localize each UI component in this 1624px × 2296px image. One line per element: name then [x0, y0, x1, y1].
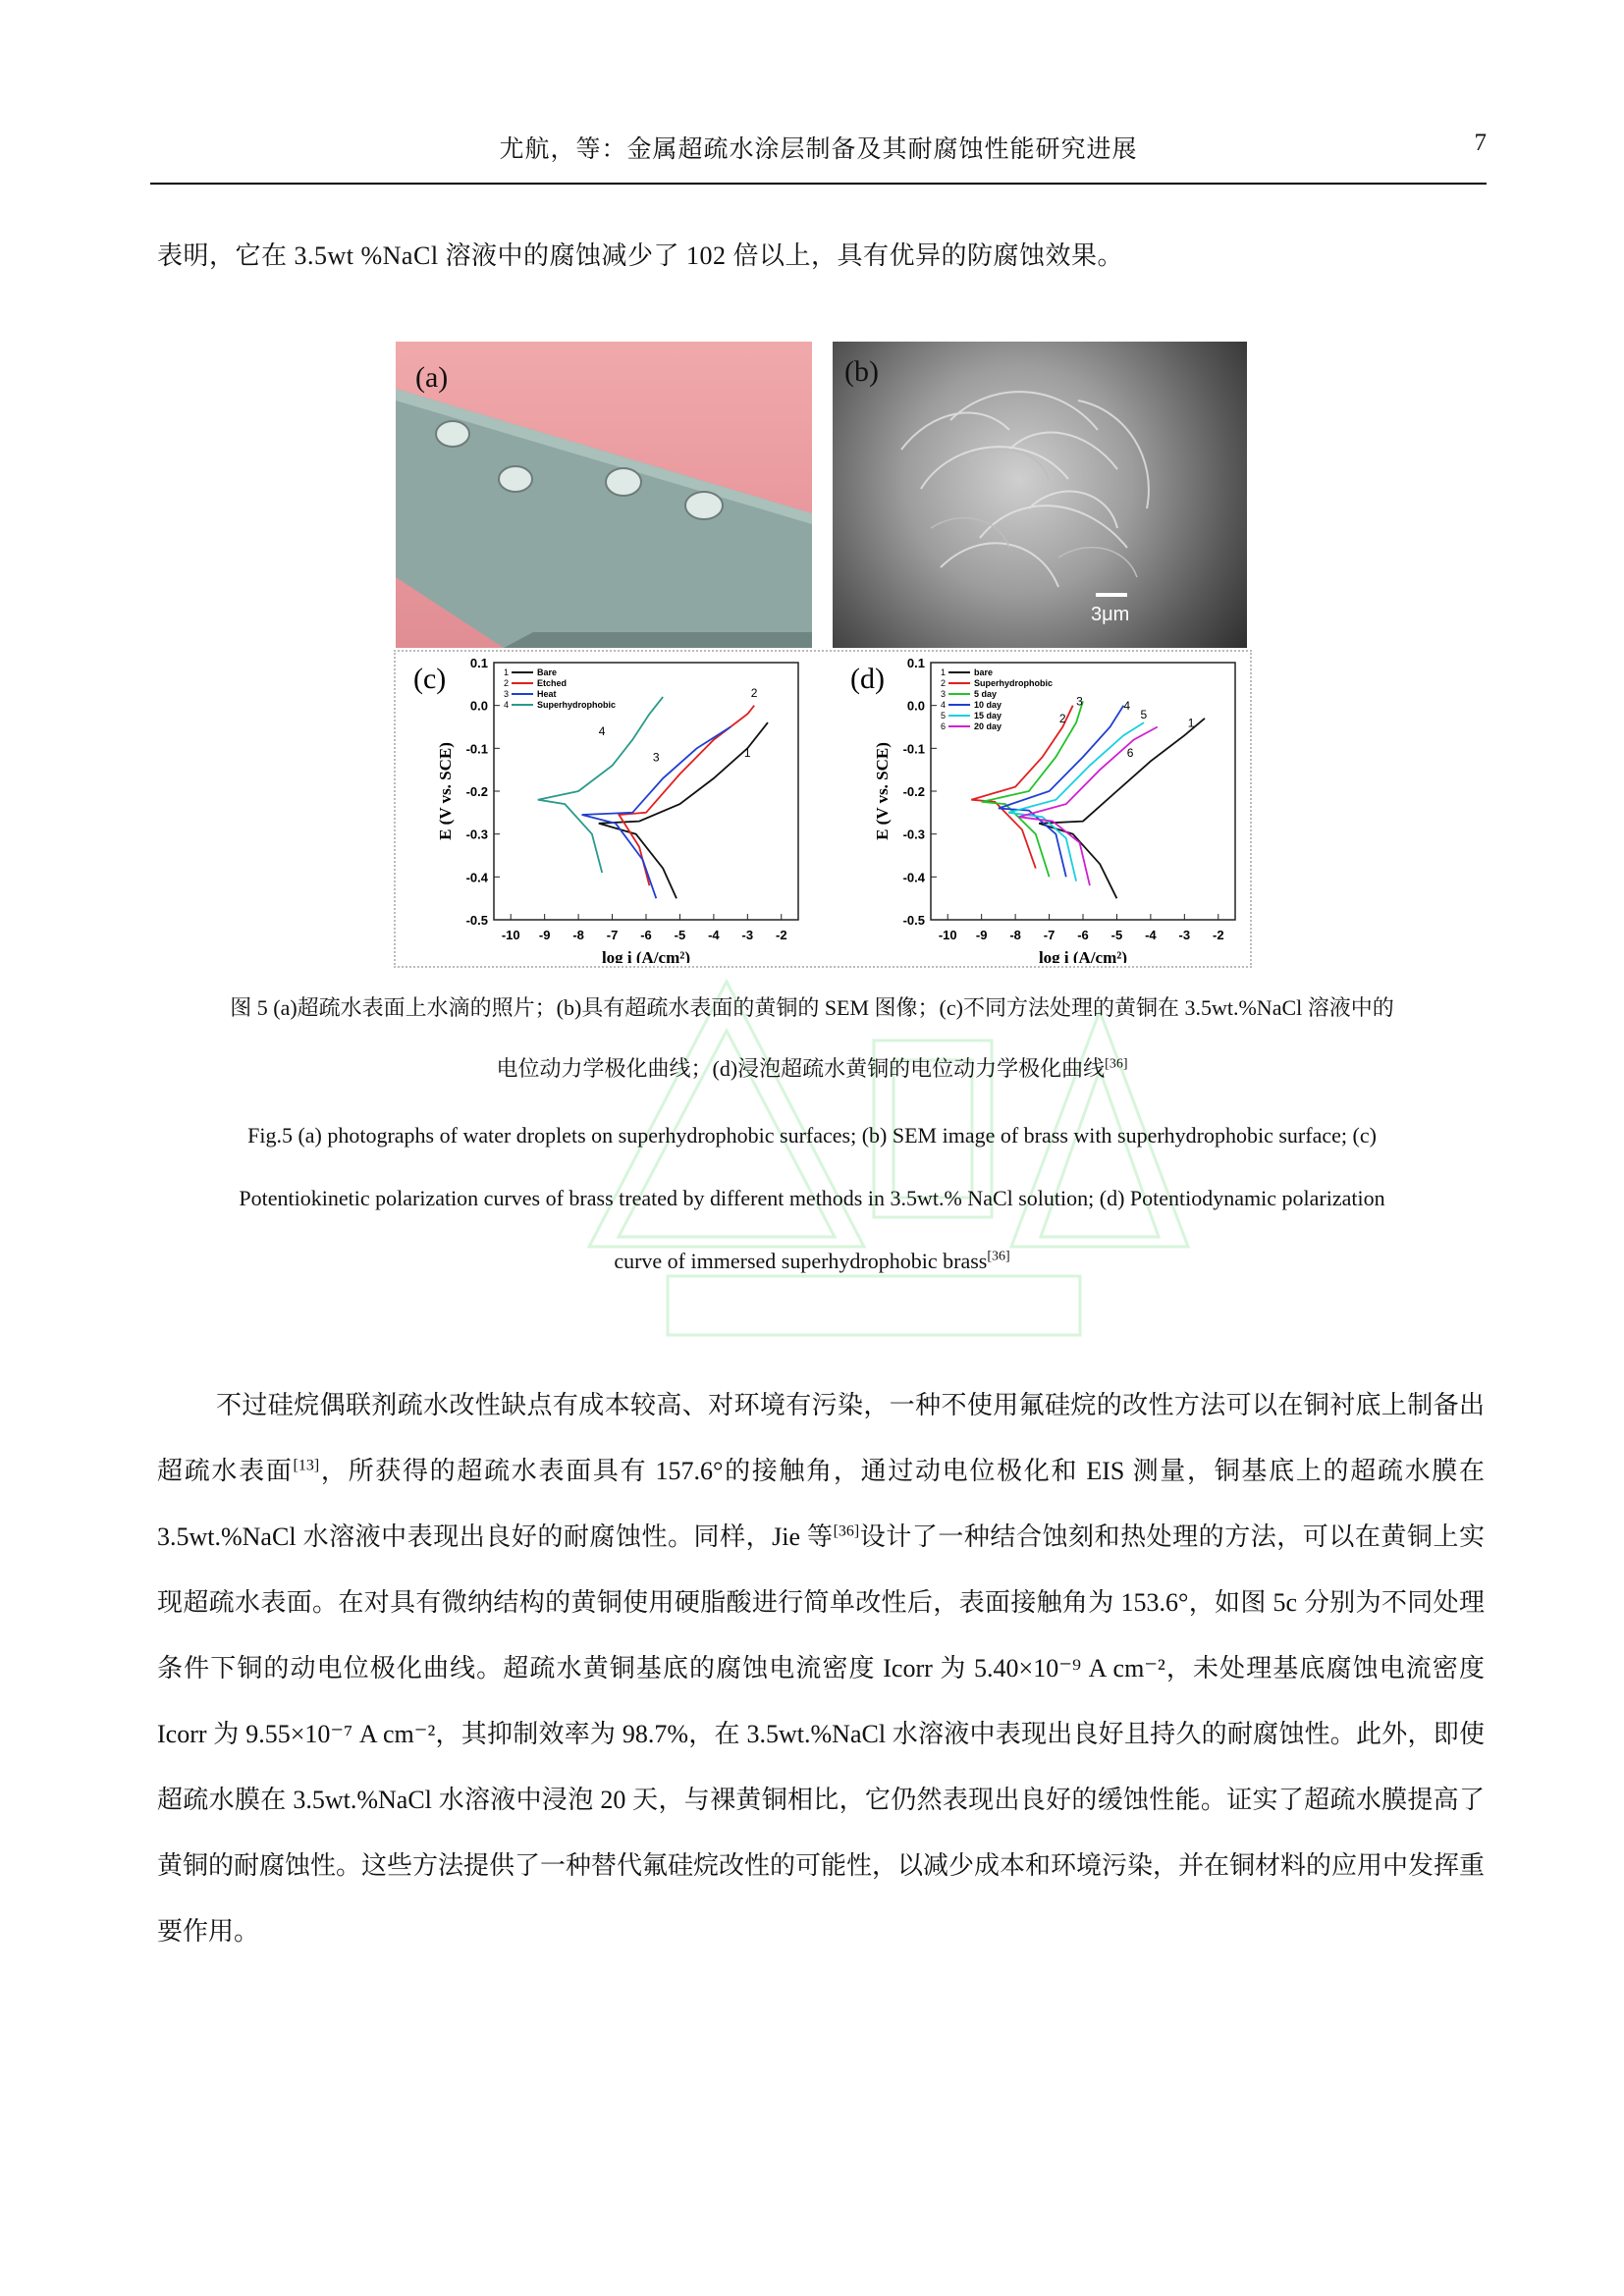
- curve-number-label: 2: [750, 685, 758, 700]
- page-number: 7: [1474, 130, 1487, 156]
- panel-label: (d): [850, 663, 885, 695]
- legend-number: 4: [941, 700, 947, 710]
- droplet-photo: [396, 342, 812, 648]
- panel-label: (c): [413, 663, 447, 695]
- y-tick-label: 0.0: [906, 698, 925, 714]
- figure-dotted-frame: [394, 650, 1252, 968]
- x-tick-label: -7: [606, 928, 619, 942]
- x-tick-label: -5: [1110, 928, 1123, 942]
- caption-en-line-2: Potentiokinetic polarization curves of brass treated by different methods in 3.5wt.% NaCl solution; (d) Potentiodynamic polarization: [239, 1186, 1385, 1210]
- scale-bar: [1096, 593, 1127, 597]
- curve-number-label: 3: [1076, 694, 1083, 709]
- legend-number: 3: [504, 689, 510, 699]
- y-tick-label: 0.1: [906, 656, 925, 670]
- y-tick-label: -0.1: [465, 741, 488, 757]
- caption-en-citation: [36]: [987, 1249, 1010, 1264]
- legend-entry: Heat: [537, 689, 557, 699]
- x-tick-label: -8: [572, 928, 584, 942]
- y-axis-label: E (V vs. SCE): [436, 742, 455, 840]
- curve-number-label: 1: [1187, 716, 1195, 730]
- y-tick-label: -0.4: [465, 870, 488, 885]
- panel-a-label: (a): [415, 361, 449, 394]
- caption-cn-line-1: 图 5 (a)超疏水表面上水滴的照片；(b)具有超疏水表面的黄铜的 SEM 图像；(c)不同方法处理的黄铜在 3.5wt.%NaCl 溶液中的: [230, 995, 1394, 1020]
- p1-part-a: 不过硅烷偶联剂疏水改性缺点有成本较高、对环境有污染，一种不使用氟硅烷的改性方法可以在铜衬底上制备出超疏水表面: [157, 1391, 1485, 1485]
- curve-number-label: 5: [1140, 707, 1148, 721]
- y-tick-label: 0.1: [469, 656, 488, 670]
- curve-number-label: 3: [652, 750, 660, 765]
- curve-number-label: 4: [1123, 699, 1131, 714]
- legend-entry: 15 day: [974, 711, 1002, 721]
- x-tick-label: -3: [741, 928, 754, 942]
- intro-line: 表明，它在 3.5wt %NaCl 溶液中的腐蚀减少了 102 倍以上，具有优异的防腐蚀效果。: [157, 241, 1124, 270]
- p1-part-b: ，所获得的超疏水表面具有 157.6°的接触角，通过动电位极化和 EIS 测量，铜基底上的超疏水膜在 3.5wt.%NaCl 水溶液中表现出良好的耐腐蚀性。同样，Jie 等: [157, 1457, 1485, 1551]
- y-tick-label: -0.1: [902, 741, 925, 757]
- legend-number: 2: [504, 678, 510, 688]
- x-tick-label: -2: [1212, 928, 1224, 942]
- y-tick-label: -0.3: [465, 827, 488, 842]
- x-tick-label: -2: [775, 928, 787, 942]
- citation-36: [36]: [833, 1522, 860, 1540]
- scale-bar-label: 3μm: [1091, 604, 1130, 625]
- legend-number: 6: [941, 721, 947, 731]
- x-tick-label: -8: [1009, 928, 1021, 942]
- legend-number: 1: [941, 667, 947, 677]
- caption-en-line-3: [118, 1249, 1506, 1274]
- x-axis-label: log i (A/cm²): [601, 948, 691, 963]
- legend-number: 2: [941, 678, 947, 688]
- x-tick-label: -3: [1178, 928, 1191, 942]
- x-tick-label: -6: [1077, 928, 1089, 942]
- curve-number-label: 6: [1126, 746, 1134, 761]
- x-tick-label: -9: [975, 928, 988, 942]
- x-tick-label: -10: [938, 928, 957, 942]
- curve-number-label: 1: [743, 746, 751, 761]
- legend-entry: Superhydrophobic: [974, 678, 1054, 688]
- x-tick-label: -7: [1043, 928, 1056, 942]
- figure-panel-a-photo: [396, 342, 812, 648]
- legend-number: 1: [504, 667, 510, 677]
- body-paragraph: [157, 1372, 1485, 1964]
- x-tick-label: -4: [708, 928, 720, 942]
- x-tick-label: -9: [538, 928, 551, 942]
- figure-panel-b-sem: [833, 342, 1247, 648]
- x-axis-label: log i (A/cm²): [1038, 948, 1128, 963]
- y-tick-label: -0.5: [902, 913, 925, 928]
- legend-entry: 5 day: [974, 689, 998, 699]
- legend-entry: bare: [974, 667, 994, 677]
- caption-cn-line-2-text: 电位动力学极化曲线；(d)浸泡超疏水黄铜的电位动力学极化曲线: [496, 1056, 1106, 1081]
- x-tick-label: -4: [1145, 928, 1157, 942]
- header-title: 尤航，等：金属超疏水涂层制备及其耐腐蚀性能研究进展: [499, 136, 1138, 163]
- running-header: [150, 124, 1487, 185]
- y-tick-label: -0.4: [902, 870, 925, 885]
- caption-en-line-1: Fig.5 (a) photographs of water droplets on superhydrophobic surfaces; (b) SEM image of brass with superhydrophobic surface; (c): [247, 1123, 1377, 1148]
- curve-number-label: 2: [1058, 712, 1066, 726]
- y-tick-label: -0.5: [465, 913, 488, 928]
- x-tick-label: -10: [501, 928, 520, 942]
- x-tick-label: -5: [674, 928, 686, 942]
- y-tick-label: -0.2: [465, 784, 488, 799]
- citation-13: [13]: [293, 1457, 320, 1474]
- y-tick-label: 0.0: [469, 698, 488, 714]
- panel-b-label: (b): [844, 355, 879, 388]
- y-axis-label: E (V vs. SCE): [873, 742, 892, 840]
- y-tick-label: -0.3: [902, 827, 925, 842]
- caption-cn-citation: [36]: [1105, 1056, 1128, 1072]
- legend-number: 4: [504, 700, 510, 710]
- legend-entry: Bare: [537, 667, 558, 677]
- caption-en-line-3-text: curve of immersed superhydrophobic brass: [614, 1249, 988, 1273]
- y-tick-label: -0.2: [902, 784, 925, 799]
- legend-entry: 20 day: [974, 721, 1002, 731]
- curve-number-label: 4: [598, 724, 606, 739]
- p1-part-c: 设计了一种结合蚀刻和热处理的方法，可以在黄铜上实现超疏水表面。在对具有微纳结构的黄铜使用硬脂酸进行简单改性后，表面接触角为 153.6°，如图 5c 分别为不同处理条件下铜的动电位极化曲线。超疏水黄铜基底的腐蚀电流密度 Icorr 为 5.40×10⁻⁹ A cm⁻²，未处理基底腐蚀电流密度 Icorr 为 9.55×10⁻⁷ A cm⁻²，其抑制效率为 98.7%，在 3.5wt.%NaCl 水溶液中表现出良好且持久的耐腐蚀性。此外，即使超疏水膜在 3.5wt.%NaCl 水溶液中浸泡 20 天，与裸黄铜相比，它仍然表现出良好的缓蚀性能。证实了超疏水膜提高了黄铜的耐腐蚀性。这些方法提供了一种替代氟硅烷改性的可能性，以减少成本和环境污染，并在铜材料的应用中发挥重要作用。: [157, 1522, 1486, 1946]
- legend-entry: Superhydrophobic: [537, 700, 617, 710]
- caption-cn-line-2: [118, 1056, 1506, 1082]
- legend-number: 3: [941, 689, 947, 699]
- legend-number: 5: [941, 711, 947, 721]
- legend-entry: 10 day: [974, 700, 1002, 710]
- sem-image: [833, 342, 1247, 648]
- paragraph-1: [157, 1372, 1485, 1964]
- x-tick-label: -6: [640, 928, 652, 942]
- legend-entry: Etched: [537, 678, 568, 688]
